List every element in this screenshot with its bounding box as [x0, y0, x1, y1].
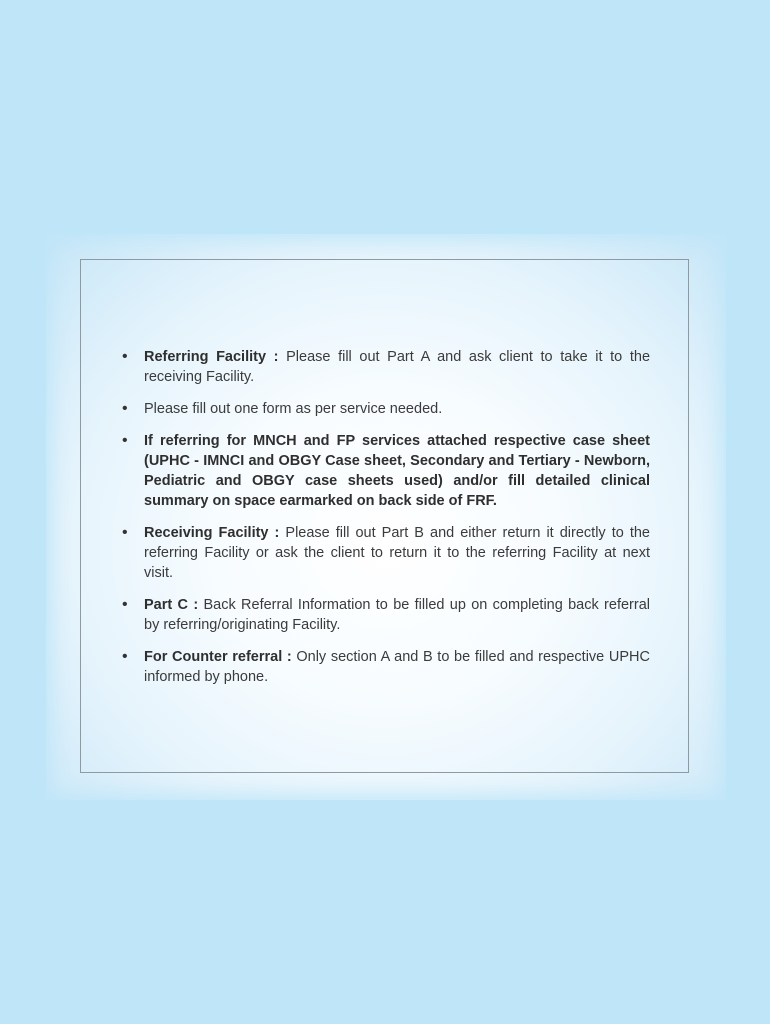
- instruction-heading: If referring for MNCH and FP services attached respective case sheet (UPHC - IMNCI and OBGY Case sheet, Secondary and Tertiary - Newborn, Pediatric and OBGY case sheets used) and/or fill detailed clinical summary on space earmarked on back side of FRF.: [144, 433, 650, 509]
- instruction-item-one-form: [120, 399, 650, 419]
- bullet-icon: •: [122, 524, 128, 541]
- instruction-item-receiving-facility: [120, 523, 650, 583]
- instruction-text: Please fill out one form as per service needed.: [144, 401, 443, 417]
- instruction-item-counter-referral: [120, 647, 650, 687]
- bullet-icon: •: [122, 432, 128, 449]
- instruction-text: Back Referral Information to be filled up on completing back referral by referring/originating Facility.: [144, 597, 650, 633]
- instruction-item-mnch-fp: [120, 431, 650, 511]
- instruction-list: [120, 347, 650, 699]
- bullet-icon: •: [122, 648, 128, 665]
- instruction-heading: Part C :: [144, 597, 199, 613]
- instruction-heading: Referring Facility :: [144, 349, 279, 365]
- bullet-icon: •: [122, 348, 128, 365]
- instruction-text: Please fill out Part A and ask client to take it to the receiving Facility.: [144, 349, 651, 385]
- instruction-heading: Receiving Facility :: [144, 525, 280, 541]
- instruction-text: Please fill out Part B and either return it directly to the referring Facility or ask the client to return it to the referring Facility at next visit.: [144, 525, 650, 581]
- bullet-icon: •: [122, 400, 128, 417]
- instruction-item-part-c: [120, 595, 650, 635]
- instruction-text: Only section A and B to be filled and respective UPHC informed by phone.: [144, 649, 650, 685]
- bullet-icon: •: [122, 596, 128, 613]
- instruction-item-referring-facility: [120, 347, 650, 387]
- instruction-heading: For Counter referral :: [144, 649, 292, 665]
